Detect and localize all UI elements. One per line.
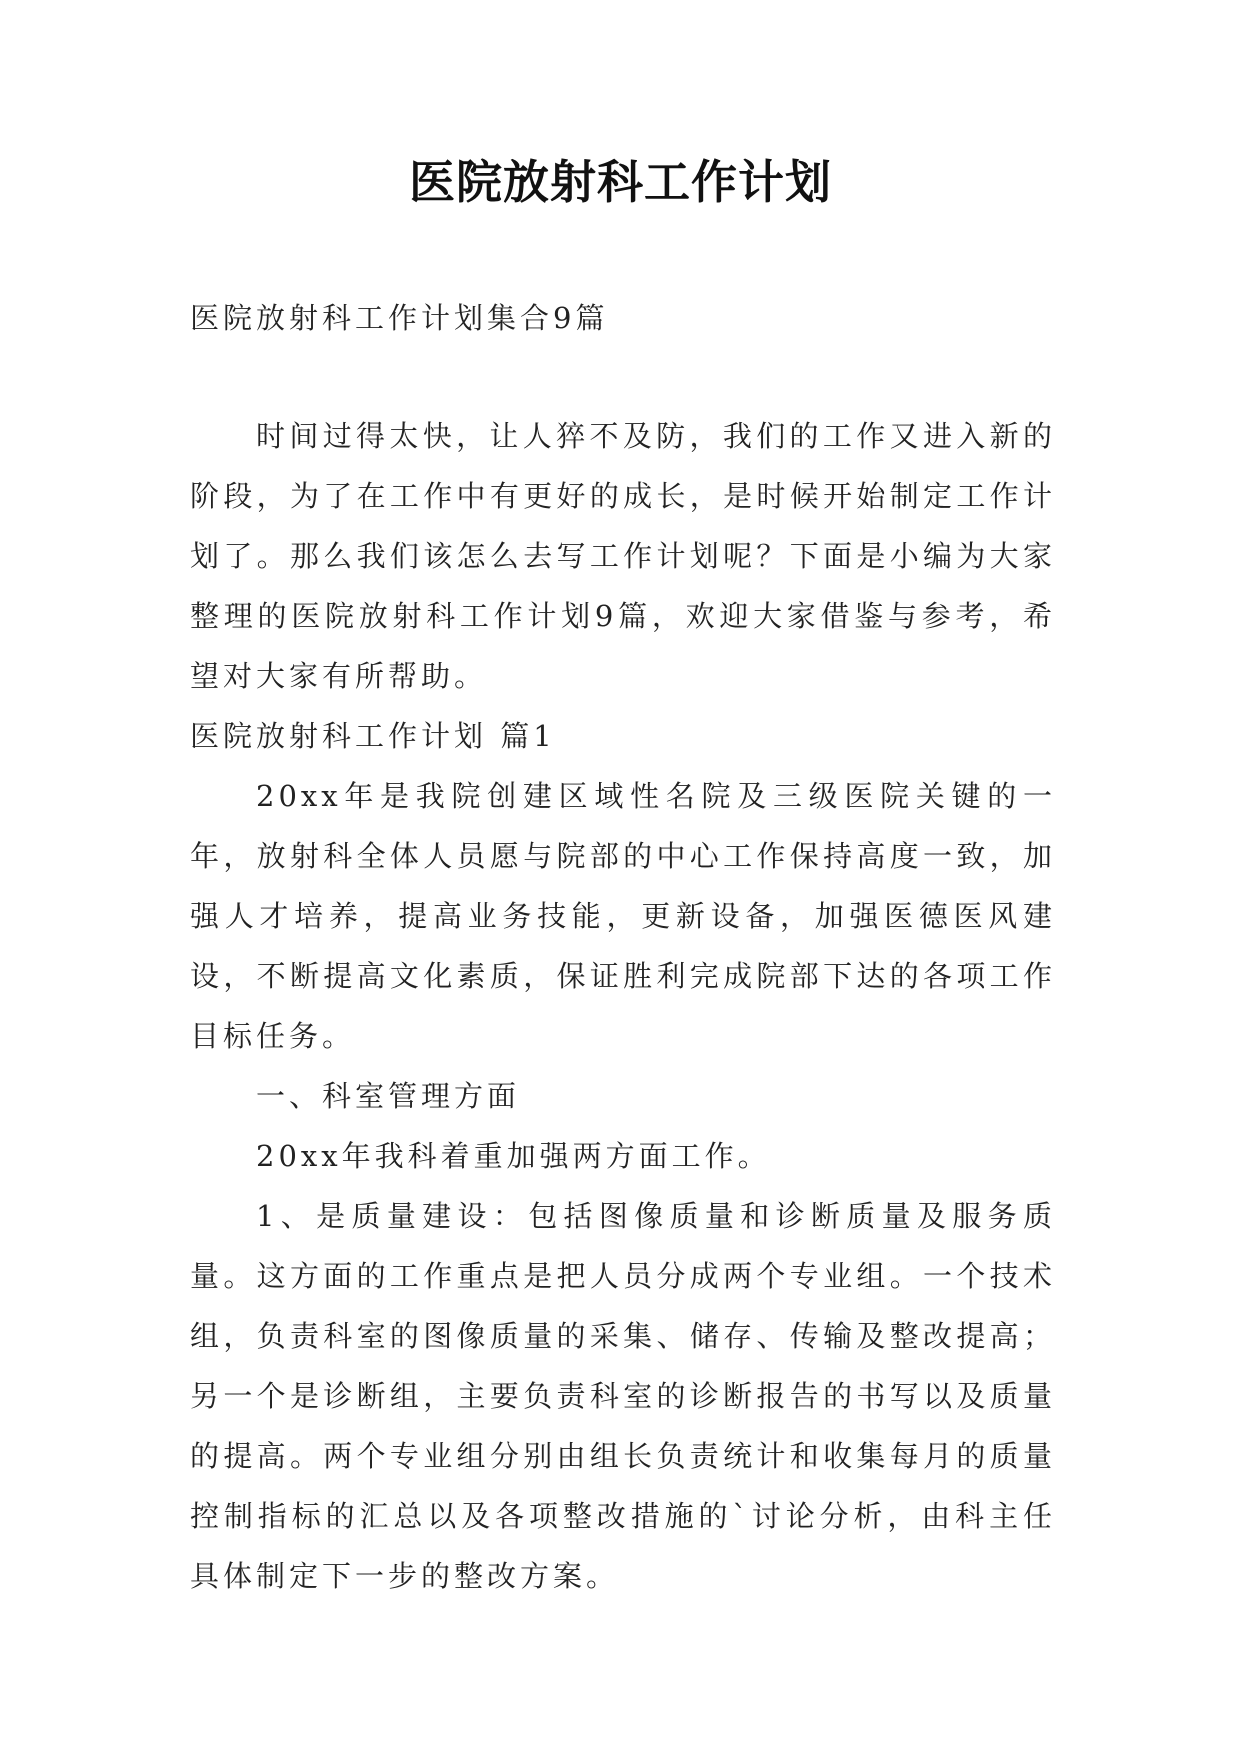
section-heading: 医院放射科工作计划 篇1 [190,719,556,753]
body-paragraph: 20xx年是我院创建区域性名院及三级医院关键的一年，放射科全体人员愿与院部的中心工作保持高度一致，加强人才培养，提高业务技能，更新设备，加强医德医风建设，不断提高文化素质，保证胜利完成院部下达的各项工作目标任务。 [190,779,1056,1053]
document-title: 医院放射科工作计划 [409,155,832,209]
body-paragraph: 20xx年我科着重加强两方面工作。 [256,1139,771,1173]
intro-paragraph: 时间过得太快，让人猝不及防，我们的工作又进入新的阶段，为了在工作中有更好的成长，是时候开始制定工作计划了。那么我们该怎么去写工作计划呢？下面是小编为大家整理的医院放射科工作计划9篇，欢迎大家借鉴与参考，希望对大家有所帮助。 [190,419,1056,693]
document-subtitle: 医院放射科工作计划集合9篇 [190,301,609,335]
subheading: 一、科室管理方面 [256,1079,521,1113]
document-body [190,288,1056,1606]
body-paragraph: 1、是质量建设：包括图像质量和诊断质量及服务质量。这方面的工作重点是把人员分成两个专业组。一个技术组，负责科室的图像质量的采集、储存、传输及整改提高；另一个是诊断组，主要负责科室的诊断报告的书写以及质量的提高。两个专业组分别由组长负责统计和收集每月的质量控制指标的汇总以及各项整改措施的`讨论分析，由科主任具体制定下一步的整改方案。 [190,1199,1056,1593]
